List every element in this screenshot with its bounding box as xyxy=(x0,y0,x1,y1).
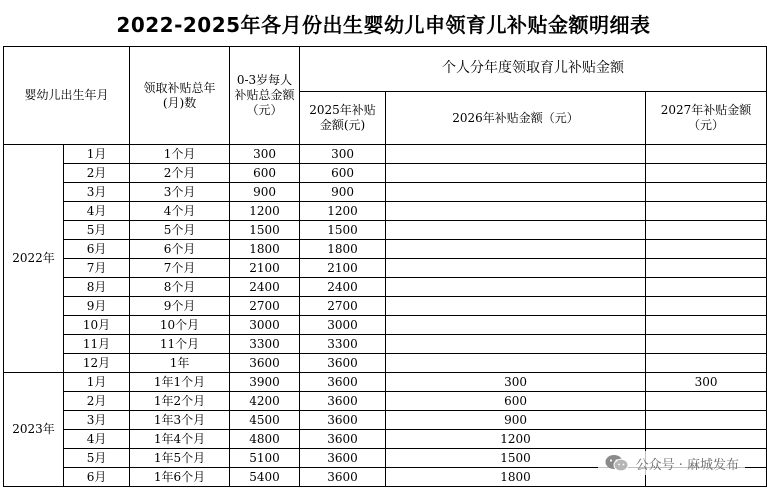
y2027-cell xyxy=(646,430,767,449)
period-cell: 7个月 xyxy=(130,259,230,278)
y2026-cell xyxy=(386,354,646,373)
y2025-cell: 3600 xyxy=(300,392,386,411)
y2025-cell: 1500 xyxy=(300,221,386,240)
period-cell: 8个月 xyxy=(130,278,230,297)
total-cell: 4200 xyxy=(230,392,300,411)
month-cell: 4月 xyxy=(64,430,130,449)
watermark-text: 公众号 · 麻城发布 xyxy=(635,457,739,473)
y2027-cell xyxy=(646,183,767,202)
month-cell: 12月 xyxy=(64,354,130,373)
header-birth-month: 婴幼儿出生年月 xyxy=(4,47,130,145)
total-cell: 900 xyxy=(230,183,300,202)
y2025-cell: 600 xyxy=(300,164,386,183)
period-cell: 1年3个月 xyxy=(130,411,230,430)
total-cell: 3000 xyxy=(230,316,300,335)
y2026-cell xyxy=(386,297,646,316)
y2026-cell xyxy=(386,335,646,354)
month-cell: 6月 xyxy=(64,240,130,259)
y2025-cell: 3600 xyxy=(300,468,386,487)
y2026-cell: 300 xyxy=(386,373,646,392)
total-cell: 3300 xyxy=(230,335,300,354)
watermark xyxy=(598,451,745,475)
table-row xyxy=(4,221,767,240)
y2026-cell xyxy=(386,164,646,183)
wechat-icon xyxy=(604,453,630,473)
y2025-cell: 900 xyxy=(300,183,386,202)
total-cell: 2400 xyxy=(230,278,300,297)
table-row xyxy=(4,164,767,183)
month-cell: 5月 xyxy=(64,449,130,468)
period-cell: 1年1个月 xyxy=(130,373,230,392)
month-cell: 3月 xyxy=(64,183,130,202)
period-cell: 1年2个月 xyxy=(130,392,230,411)
y2025-cell: 3300 xyxy=(300,335,386,354)
total-cell: 600 xyxy=(230,164,300,183)
period-cell: 5个月 xyxy=(130,221,230,240)
y2027-cell xyxy=(646,202,767,221)
period-cell: 1年5个月 xyxy=(130,449,230,468)
y2027-cell xyxy=(646,316,767,335)
total-cell: 4800 xyxy=(230,430,300,449)
period-cell: 11个月 xyxy=(130,335,230,354)
month-cell: 11月 xyxy=(64,335,130,354)
month-cell: 1月 xyxy=(64,373,130,392)
y2027-cell: 300 xyxy=(646,373,767,392)
table-row xyxy=(4,316,767,335)
total-cell: 1800 xyxy=(230,240,300,259)
header-total-amount: 0-3岁每人补贴总金额（元） xyxy=(230,47,300,145)
month-cell: 10月 xyxy=(64,316,130,335)
y2025-cell: 3600 xyxy=(300,411,386,430)
year-group-cell: 2023年 xyxy=(4,373,64,487)
y2026-cell xyxy=(386,145,646,164)
period-cell: 6个月 xyxy=(130,240,230,259)
table-row xyxy=(4,278,767,297)
y2025-cell: 2100 xyxy=(300,259,386,278)
y2025-cell: 3600 xyxy=(300,449,386,468)
header-annual-group: 个人分年度领取育儿补贴金额 xyxy=(300,47,767,92)
period-cell: 3个月 xyxy=(130,183,230,202)
total-cell: 5400 xyxy=(230,468,300,487)
y2026-cell: 1800 xyxy=(386,468,646,487)
y2027-cell xyxy=(646,354,767,373)
table-row xyxy=(4,430,767,449)
header-months-total: 领取补贴总年(月)数 xyxy=(130,47,230,145)
total-cell: 3600 xyxy=(230,354,300,373)
total-cell: 3900 xyxy=(230,373,300,392)
table-row xyxy=(4,202,767,221)
y2027-cell xyxy=(646,164,767,183)
page-title: 2022-2025年各月份出生婴幼儿申领育儿补贴金额明细表 xyxy=(116,12,651,37)
y2027-cell xyxy=(646,392,767,411)
table-row xyxy=(4,354,767,373)
y2025-cell: 300 xyxy=(300,145,386,164)
subsidy-table xyxy=(3,46,767,487)
y2027-cell xyxy=(646,221,767,240)
total-cell: 1200 xyxy=(230,202,300,221)
total-cell: 4500 xyxy=(230,411,300,430)
y2027-cell xyxy=(646,145,767,164)
month-cell: 2月 xyxy=(64,164,130,183)
y2026-cell xyxy=(386,316,646,335)
table-row xyxy=(4,145,767,164)
y2025-cell: 3000 xyxy=(300,316,386,335)
y2026-cell xyxy=(386,240,646,259)
total-cell: 300 xyxy=(230,145,300,164)
table-row xyxy=(4,240,767,259)
table-row xyxy=(4,392,767,411)
month-cell: 2月 xyxy=(64,392,130,411)
period-cell: 4个月 xyxy=(130,202,230,221)
table-row xyxy=(4,335,767,354)
month-cell: 5月 xyxy=(64,221,130,240)
y2025-cell: 3600 xyxy=(300,373,386,392)
y2025-cell: 2400 xyxy=(300,278,386,297)
header-row-1 xyxy=(4,47,767,92)
y2026-cell xyxy=(386,183,646,202)
month-cell: 6月 xyxy=(64,468,130,487)
period-cell: 1个月 xyxy=(130,145,230,164)
period-cell: 2个月 xyxy=(130,164,230,183)
total-cell: 2100 xyxy=(230,259,300,278)
y2025-cell: 2700 xyxy=(300,297,386,316)
y2027-cell xyxy=(646,297,767,316)
y2026-cell xyxy=(386,259,646,278)
period-cell: 9个月 xyxy=(130,297,230,316)
y2026-cell: 1500 xyxy=(386,449,646,468)
year-group-cell: 2022年 xyxy=(4,145,64,373)
total-cell: 2700 xyxy=(230,297,300,316)
y2025-cell: 1200 xyxy=(300,202,386,221)
y2027-cell xyxy=(646,335,767,354)
table-row xyxy=(4,183,767,202)
month-cell: 7月 xyxy=(64,259,130,278)
y2025-cell: 3600 xyxy=(300,430,386,449)
y2026-cell: 600 xyxy=(386,392,646,411)
month-cell: 8月 xyxy=(64,278,130,297)
month-cell: 4月 xyxy=(64,202,130,221)
total-cell: 5100 xyxy=(230,449,300,468)
y2027-cell xyxy=(646,259,767,278)
y2027-cell xyxy=(646,240,767,259)
table-row xyxy=(4,373,767,392)
y2027-cell xyxy=(646,278,767,297)
y2025-cell: 1800 xyxy=(300,240,386,259)
period-cell: 1年4个月 xyxy=(130,430,230,449)
month-cell: 1月 xyxy=(64,145,130,164)
header-2026: 2026年补贴金额（元） xyxy=(386,92,646,145)
y2026-cell xyxy=(386,202,646,221)
table-row xyxy=(4,259,767,278)
total-cell: 1500 xyxy=(230,221,300,240)
month-cell: 3月 xyxy=(64,411,130,430)
table-row xyxy=(4,297,767,316)
period-cell: 1年 xyxy=(130,354,230,373)
y2026-cell: 1200 xyxy=(386,430,646,449)
period-cell: 1年6个月 xyxy=(130,468,230,487)
y2026-cell xyxy=(386,278,646,297)
table-row xyxy=(4,411,767,430)
header-2027: 2027年补贴金额（元） xyxy=(646,92,767,145)
y2026-cell xyxy=(386,221,646,240)
month-cell: 9月 xyxy=(64,297,130,316)
y2027-cell xyxy=(646,411,767,430)
y2026-cell: 900 xyxy=(386,411,646,430)
y2025-cell: 3600 xyxy=(300,354,386,373)
header-2025: 2025年补贴金额(元) xyxy=(300,92,386,145)
period-cell: 10个月 xyxy=(130,316,230,335)
